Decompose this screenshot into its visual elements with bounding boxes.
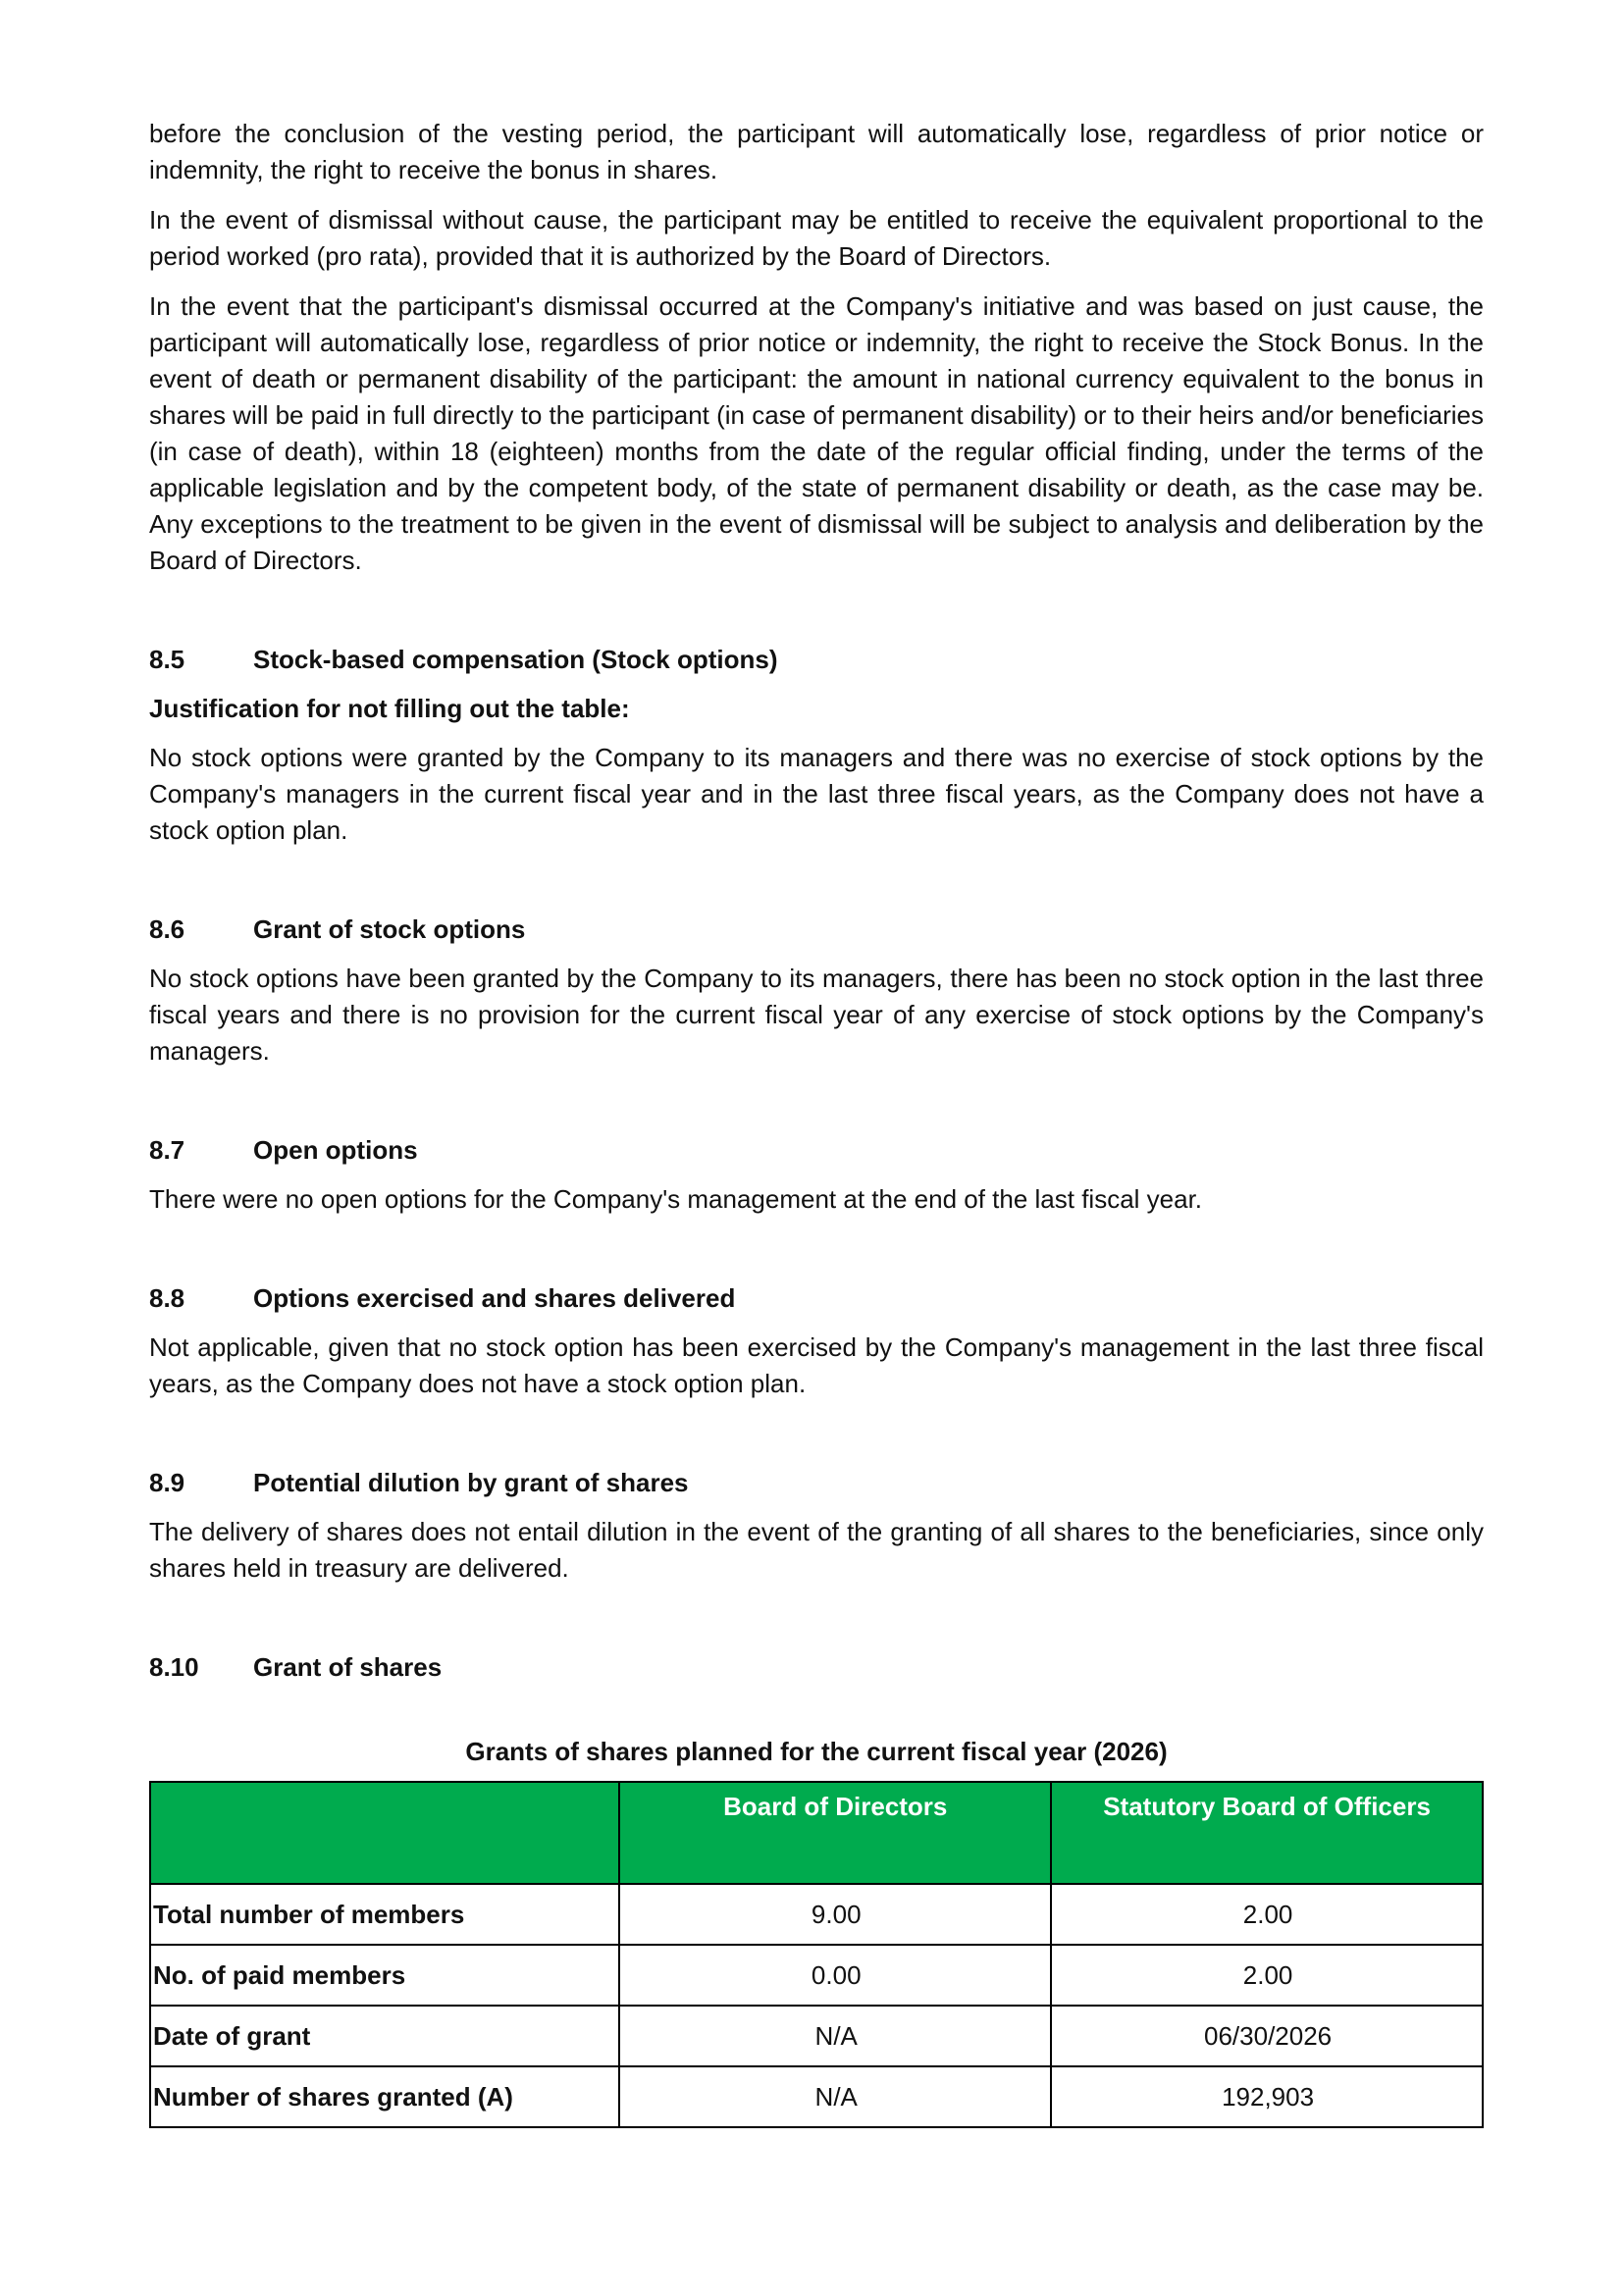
section-text: The delivery of shares does not entail dilution in the event of the granting of all shares to the beneficiaries, since only shares held in treasury are delivered. <box>149 1517 1484 1583</box>
section-title: Grant of shares <box>253 1652 443 1682</box>
section-text: Not applicable, given that no stock option has been exercised by the Company's management in the last three fiscal years, as the Company does not have a stock option plan. <box>149 1332 1484 1398</box>
section-number: 8.9 <box>149 1468 185 1497</box>
table-cell: 192,903 <box>1051 2066 1483 2127</box>
section-text: No stock options were granted by the Company to its managers and there was no exercise of stock options by the Company's managers in the current fiscal year and in the last three fiscal years, as the Company does not have a stock option plan. <box>149 743 1484 845</box>
section-number: 8.10 <box>149 1652 199 1682</box>
section-8-10 <box>149 1649 1484 2128</box>
table-header-cell: Board of Directors <box>619 1782 1051 1884</box>
table-header-cell <box>150 1782 619 1884</box>
table-cell: 06/30/2026 <box>1051 2006 1483 2066</box>
section-heading <box>149 1132 1484 1168</box>
table-header-cell: Statutory Board of Officers <box>1051 1782 1483 1884</box>
section-text: There were no open options for the Company's management at the end of the last fiscal year. <box>149 1184 1203 1214</box>
section-heading <box>149 912 1484 947</box>
document-page <box>149 116 1484 2128</box>
section-8-7 <box>149 1132 1484 1218</box>
table-cell: N/A <box>619 2066 1051 2127</box>
row-label: Number of shares granted (A) <box>150 2066 619 2127</box>
section-number: 8.6 <box>149 914 185 944</box>
section-number: 8.5 <box>149 645 185 674</box>
table-cell: 2.00 <box>1051 1945 1483 2006</box>
row-label: Total number of members <box>150 1884 619 1945</box>
section-8-6 <box>149 912 1484 1069</box>
grants-table <box>149 1781 1484 2128</box>
section-number: 8.7 <box>149 1135 185 1165</box>
section-8-9 <box>149 1465 1484 1587</box>
section-8-5 <box>149 642 1484 849</box>
table-cell: 9.00 <box>619 1884 1051 1945</box>
section-title: Open options <box>253 1135 418 1165</box>
row-label: Date of grant <box>150 2006 619 2066</box>
table-cell: 0.00 <box>619 1945 1051 2006</box>
section-heading <box>149 1280 1484 1316</box>
table-row <box>150 2066 1483 2127</box>
section-title: Options exercised and shares delivered <box>253 1283 736 1313</box>
table-header-row <box>150 1782 1483 1884</box>
section-title: Stock-based compensation (Stock options) <box>253 645 778 674</box>
section-subheading: Justification for not filling out the table: <box>149 694 630 723</box>
section-title: Potential dilution by grant of shares <box>253 1468 689 1497</box>
section-heading <box>149 1649 1484 1685</box>
section-8-8 <box>149 1280 1484 1402</box>
section-text: No stock options have been granted by the Company to its managers, there has been no stock option in the last three fiscal years and there is no provision for the current fiscal year of any exercise of stock options by the Company's managers. <box>149 964 1484 1066</box>
table-cell: N/A <box>619 2006 1051 2066</box>
table-row <box>150 2006 1483 2066</box>
table-caption: Grants of shares planned for the current fiscal year (2026) <box>465 1737 1168 1766</box>
section-number: 8.8 <box>149 1283 185 1313</box>
row-label: No. of paid members <box>150 1945 619 2006</box>
table-row <box>150 1945 1483 2006</box>
section-heading <box>149 1465 1484 1500</box>
section-heading <box>149 642 1484 677</box>
intro-paragraph-2: In the event of dismissal without cause, the participant may be entitled to receive the equivalent proportional to the period worked (pro rata), provided that it is authorized by the Board of Directors. <box>149 205 1484 271</box>
section-title: Grant of stock options <box>253 914 526 944</box>
intro-paragraph-3: In the event that the participant's dismissal occurred at the Company's initiative and was based on just cause, the participant will automatically lose, regardless of prior notice or indemnity, the right to receive the Stock Bonus. In the event of death or permanent disability of the participant: the amount in national currency equivalent to the bonus in shares will be paid in full directly to the participant (in case of permanent disability) or to their heirs and/or beneficiaries (in case of death), within 18 (eighteen) months from the date of the regular official finding, under the terms of the applicable legislation and by the competent body, of the state of permanent disability or death, as the case may be. Any exceptions to the treatment to be given in the event of dismissal will be subject to analysis and deliberation by the Board of Directors. <box>149 291 1484 575</box>
table-cell: 2.00 <box>1051 1884 1483 1945</box>
table-row <box>150 1884 1483 1945</box>
intro-paragraph-1: before the conclusion of the vesting period, the participant will automatically lose, regardless of prior notice or indemnity, the right to receive the bonus in shares. <box>149 119 1484 184</box>
